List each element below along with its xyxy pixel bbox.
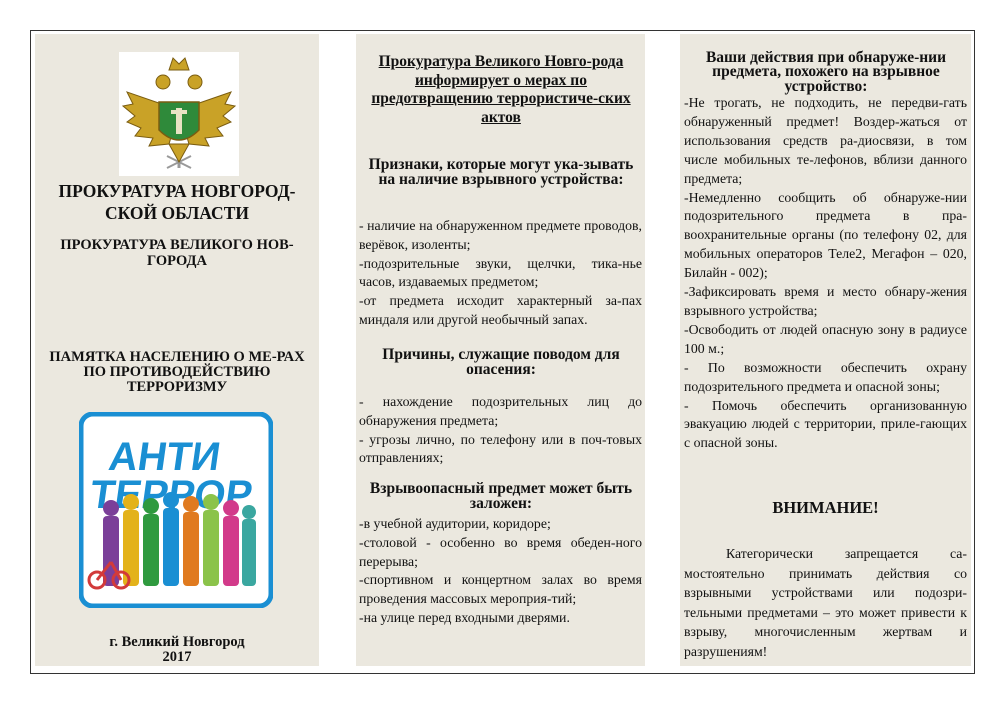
org-title: ПРОКУРАТУРА НОВГОРОД-СКОЙ ОБЛАСТИ	[58, 181, 296, 223]
section3-heading: Взрывоопасный предмет может быть заложен:	[369, 480, 633, 512]
list-item: - По возможности обеспечить охрану подозрительного предмета и опасной зоны;	[684, 359, 967, 394]
warning-text: Категорически запрещается са-мостоятельно принимать действия со взрывными устройствами или подозри-тельными предметами – это может привести к взрыву, многочисленным жертвам и разрушениям!	[684, 546, 967, 659]
list-item: - наличие на обнаруженном предмете проводов, верёвок, изоленты;	[359, 218, 642, 252]
list-item: -Немедленно сообщить об обнаруже-нии подозрительного предмета в пра-воохранительные органы (по телефону 02, для мобильных операторов Теле2, Мегафон – 020, Билайн - 002);	[684, 189, 967, 281]
middle-panel	[356, 34, 645, 666]
list-item: - нахождение подозрительных лиц до обнаружения предмета;	[359, 394, 642, 428]
section1-list	[359, 217, 642, 330]
list-item: -подозрительные звуки, щелчки, тика-нье часов, издаваемых предметом;	[359, 255, 642, 290]
year: 2017	[162, 649, 192, 665]
list-item: -спортивном и концертном залах во время проведения массовых мероприя-тий;	[359, 572, 642, 607]
logo-line1: АНТИ	[106, 434, 224, 479]
list-item: -Зафиксировать время и место обнару-жения взрывного устройства;	[684, 284, 967, 318]
list-item: -в учебной аудитории, коридоре;	[359, 516, 551, 531]
city-year	[37, 635, 317, 665]
prosecutor-emblem-icon	[119, 52, 239, 176]
list-item: - Помочь обеспечить организованную эвакуацию людей с территории, прилe-гающих с опасной зоны.	[684, 397, 967, 451]
panel2-title: Прокуратура Великого Новго-рода информирует о мерах по предотвращению террористиче-ских актов	[371, 53, 631, 126]
section1-heading: Признаки, которые могут ука-зывать на наличие взрывного устройства:	[368, 156, 634, 188]
anti-terror-logo-icon	[79, 412, 273, 608]
org-subtitle: ПРОКУРАТУРА ВЕЛИКОГО НОВ-ГОРОДА	[60, 237, 294, 269]
section2-list	[359, 393, 642, 468]
memo-title: ПАМЯТКА НАСЕЛЕНИЮ О МЕ-РАХ ПО ПРОТИВОДЕЙСТВИЮ ТЕРРОРИЗМУ	[49, 349, 305, 395]
list-item: -Освободить от людей опасную зону в радиусе 100 м.;	[684, 321, 967, 356]
section3-list	[359, 515, 642, 628]
section2-heading: Причины, служащие поводом для опасения:	[382, 346, 620, 378]
list-item: -столовой - особенно во время обеден-ного перерыва;	[359, 534, 642, 569]
city: г. Великий Новгород	[109, 634, 245, 650]
left-panel	[35, 34, 319, 666]
attention-heading: ВНИМАНИЕ!	[772, 498, 879, 517]
right-panel	[680, 34, 971, 666]
panel3-title: Ваши действия при обнаруже-нии предмета, похожего на взрывное устройство:	[705, 49, 947, 95]
list-item: -Не трогать, не подходить, не передви-гать обнаруженный предмет! Воздер-жаться от использования средств ра-диосвязи, в том числе мобильных те-лефонов, вблизи данного предмета;	[684, 95, 967, 186]
list-item: -на улице перед входными дверями.	[359, 609, 570, 625]
list-item: -от предмета исходит характерный за-пах миндаля или другой необычный запах.	[359, 293, 642, 327]
actions-list	[684, 94, 967, 453]
list-item: - угрозы лично, по телефону или в поч-товых отправлениях;	[359, 431, 642, 466]
